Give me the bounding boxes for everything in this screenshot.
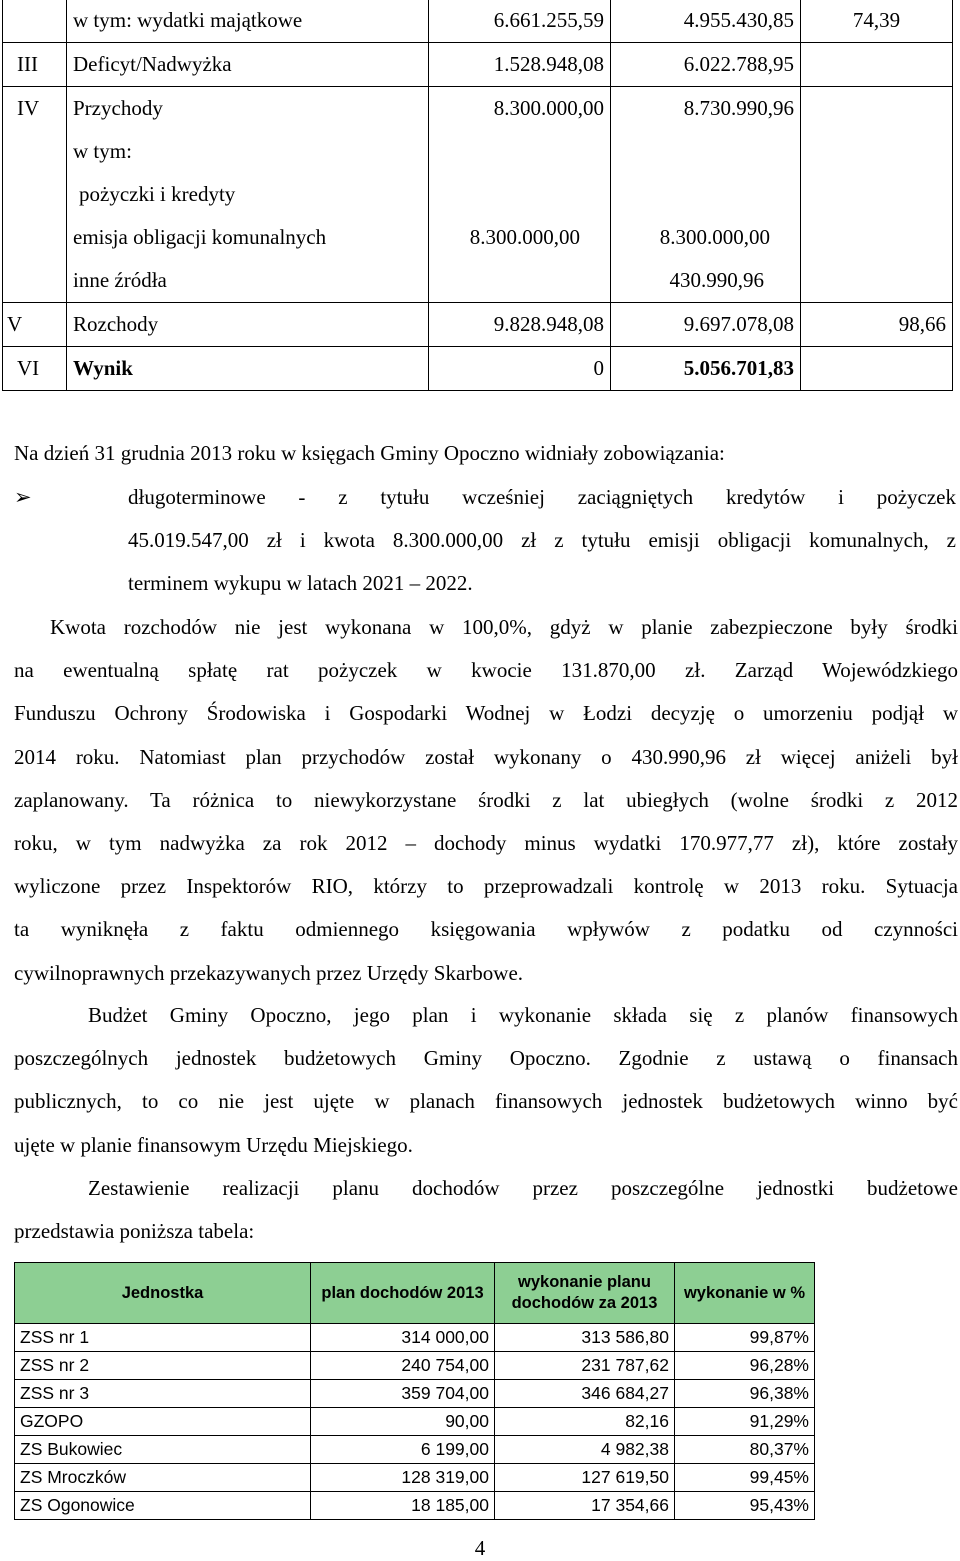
paragraph-budget-structure bbox=[14, 994, 958, 1167]
liabilities-bullet bbox=[128, 476, 956, 606]
execution-value: 430.990,96 bbox=[611, 259, 801, 303]
percent-value: 99,45% bbox=[675, 1464, 815, 1492]
execution-value: 6.022.788,95 bbox=[611, 43, 801, 87]
plan-value: 128 319,00 bbox=[311, 1464, 495, 1492]
unit-name: ZSS nr 3 bbox=[15, 1380, 311, 1408]
table-row bbox=[15, 1352, 815, 1380]
row-label: w tym: wydatki majątkowe bbox=[67, 0, 429, 43]
text-line: na ewentualną spłatę rat pożyczek w kwocie 131.870,00 zł. Zarząd Wojewódzkiego bbox=[14, 658, 958, 683]
row-number bbox=[3, 173, 67, 216]
percent-value: 80,37% bbox=[675, 1436, 815, 1464]
row-number: III bbox=[3, 43, 67, 87]
table-row bbox=[15, 1408, 815, 1436]
table-row bbox=[3, 259, 953, 303]
text-line: roku, w tym nadwyżka za rok 2012 – dochody minus wydatki 170.977,77 zł), które zostały bbox=[14, 831, 958, 856]
execution-value: 8.730.990,96 bbox=[611, 87, 801, 131]
text-line: zaplanowany. Ta różnica to niewykorzystane środki z lat ubiegłych (wolne środki z 2012 bbox=[14, 787, 958, 812]
text-line: poszczególnych jednostek budżetowych Gminy Opoczno. Zgodnie z ustawą o finansach bbox=[14, 1046, 958, 1071]
row-label: Deficyt/Nadwyżka bbox=[67, 43, 429, 87]
table-header-row bbox=[15, 1263, 815, 1324]
execution-value: 4.955.430,85 bbox=[611, 0, 801, 43]
row-label: w tym: bbox=[67, 130, 429, 173]
budget-summary-table bbox=[2, 0, 953, 391]
text-line: Kwota rozchodów nie jest wykonana w 100,0%, gdyż w planie zabezpieczone były środki bbox=[50, 615, 958, 639]
plan-value: 359 704,00 bbox=[311, 1380, 495, 1408]
plan-value: 240 754,00 bbox=[311, 1352, 495, 1380]
table-row bbox=[15, 1436, 815, 1464]
unit-name: ZSS nr 2 bbox=[15, 1352, 311, 1380]
row-label: Przychody bbox=[67, 87, 429, 131]
execution-value bbox=[611, 173, 801, 216]
unit-name: GZOPO bbox=[15, 1408, 311, 1436]
execution-value: 17 354,66 bbox=[495, 1492, 675, 1520]
percent-value: 98,66 bbox=[801, 303, 953, 347]
row-number bbox=[3, 130, 67, 173]
percent-value bbox=[801, 43, 953, 87]
table-row bbox=[3, 173, 953, 216]
text-line: Zestawienie realizacji planu dochodów przez poszczególne jednostki budżetowe bbox=[88, 1176, 958, 1200]
table-row bbox=[15, 1492, 815, 1520]
plan-value: 18 185,00 bbox=[311, 1492, 495, 1520]
table-row bbox=[3, 87, 953, 131]
percent-value: 91,29% bbox=[675, 1408, 815, 1436]
text-line: ujęte w planie finansowym Urzędu Miejskiego. bbox=[14, 1132, 413, 1157]
row-number: IV bbox=[3, 87, 67, 131]
row-number: V bbox=[3, 303, 67, 347]
percent-value bbox=[801, 87, 953, 131]
units-income-table bbox=[14, 1262, 815, 1520]
text-line: przedstawia poniższa tabela: bbox=[14, 1219, 255, 1244]
text-line: Na dzień 31 grudnia 2013 roku w księgach Gminy Opoczno widniały zobowiązania: bbox=[14, 441, 725, 465]
table-row bbox=[15, 1380, 815, 1408]
execution-value: 9.697.078,08 bbox=[611, 303, 801, 347]
text-line: terminem wykupu w latach 2021 – 2022. bbox=[128, 571, 473, 596]
plan-value: 1.528.948,08 bbox=[429, 43, 611, 87]
percent-value: 96,38% bbox=[675, 1380, 815, 1408]
paragraph-table-intro bbox=[14, 1167, 958, 1253]
execution-value: 127 619,50 bbox=[495, 1464, 675, 1492]
text-line: wyliczone przez Inspektorów RIO, którzy to przeprowadzali kontrolę w 2013 roku. Sytuacja bbox=[14, 874, 958, 899]
text-line: 2014 roku. Natomiast plan przychodów został wykonany o 430.990,96 zł więcej aniżeli był bbox=[14, 744, 958, 769]
execution-value: 346 684,27 bbox=[495, 1380, 675, 1408]
row-label: Wynik bbox=[67, 347, 429, 391]
unit-name: ZS Ogonowice bbox=[15, 1492, 311, 1520]
column-header-percent: wykonanie w % bbox=[675, 1263, 815, 1324]
text-line: długoterminowe - z tytułu wcześniej zaciągniętych kredytów i pożyczek bbox=[128, 485, 956, 509]
text-line: cywilnoprawnych przekazywanych przez Urzędy Skarbowe. bbox=[14, 960, 524, 985]
text-line: 45.019.547,00 zł i kwota 8.300.000,00 zł z tytułu emisji obligacji komunalnych, z bbox=[128, 528, 956, 553]
page-number: 4 bbox=[474, 1536, 486, 1560]
row-label: Rozchody bbox=[67, 303, 429, 347]
table-row bbox=[3, 0, 953, 43]
unit-name: ZS Mroczków bbox=[15, 1464, 311, 1492]
row-label: pożyczki i kredyty bbox=[67, 173, 429, 216]
percent-value: 74,39 bbox=[801, 0, 953, 43]
table-row bbox=[15, 1464, 815, 1492]
plan-value bbox=[429, 130, 611, 173]
liabilities-intro bbox=[14, 432, 958, 475]
execution-value: 82,16 bbox=[495, 1408, 675, 1436]
plan-value: 8.300.000,00 bbox=[429, 87, 611, 131]
row-number bbox=[3, 259, 67, 303]
percent-value bbox=[801, 259, 953, 303]
plan-value: 90,00 bbox=[311, 1408, 495, 1436]
column-header-execution: wykonanie planu dochodów za 2013 bbox=[495, 1263, 675, 1324]
column-header-plan: plan dochodów 2013 bbox=[311, 1263, 495, 1324]
execution-value bbox=[611, 130, 801, 173]
row-label: emisja obligacji komunalnych bbox=[67, 216, 429, 259]
plan-value: 6 199,00 bbox=[311, 1436, 495, 1464]
row-label: inne źródła bbox=[67, 259, 429, 303]
table-row bbox=[3, 216, 953, 259]
table-row bbox=[3, 43, 953, 87]
table-row bbox=[15, 1324, 815, 1352]
execution-value: 313 586,80 bbox=[495, 1324, 675, 1352]
table-row bbox=[3, 130, 953, 173]
plan-value bbox=[429, 259, 611, 303]
execution-value: 4 982,38 bbox=[495, 1436, 675, 1464]
unit-name: ZS Bukowiec bbox=[15, 1436, 311, 1464]
plan-value: 9.828.948,08 bbox=[429, 303, 611, 347]
text-line: ta wyniknęła z faktu odmiennego księgowania wpływów z podatku od czynności bbox=[14, 917, 958, 942]
text-line: Funduszu Ochrony Środowiska i Gospodarki Wodnej w Łodzi decyzję o umorzeniu podjął w bbox=[14, 701, 958, 726]
plan-value: 314 000,00 bbox=[311, 1324, 495, 1352]
percent-value: 96,28% bbox=[675, 1352, 815, 1380]
plan-value bbox=[429, 173, 611, 216]
column-header-unit: Jednostka bbox=[15, 1263, 311, 1324]
arrow-bullet-icon: ➢ bbox=[14, 485, 32, 509]
execution-value: 5.056.701,83 bbox=[611, 347, 801, 391]
unit-name: ZSS nr 1 bbox=[15, 1324, 311, 1352]
row-number: VI bbox=[3, 347, 67, 391]
percent-value: 95,43% bbox=[675, 1492, 815, 1520]
row-number bbox=[3, 0, 67, 43]
execution-value: 231 787,62 bbox=[495, 1352, 675, 1380]
percent-value bbox=[801, 216, 953, 259]
table-row bbox=[3, 347, 953, 391]
execution-value: 8.300.000,00 bbox=[611, 216, 801, 259]
paragraph-expenditure bbox=[14, 606, 958, 995]
plan-value: 8.300.000,00 bbox=[429, 216, 611, 259]
percent-value bbox=[801, 347, 953, 391]
text-line: Budżet Gminy Opoczno, jego plan i wykonanie składa się z planów finansowych bbox=[88, 1003, 958, 1027]
row-number bbox=[3, 216, 67, 259]
plan-value: 6.661.255,59 bbox=[429, 0, 611, 43]
table-row bbox=[3, 303, 953, 347]
percent-value: 99,87% bbox=[675, 1324, 815, 1352]
plan-value: 0 bbox=[429, 347, 611, 391]
percent-value bbox=[801, 173, 953, 216]
percent-value bbox=[801, 130, 953, 173]
text-line: publicznych, to co nie jest ujęte w planach finansowych jednostek budżetowych winno być bbox=[14, 1089, 958, 1114]
